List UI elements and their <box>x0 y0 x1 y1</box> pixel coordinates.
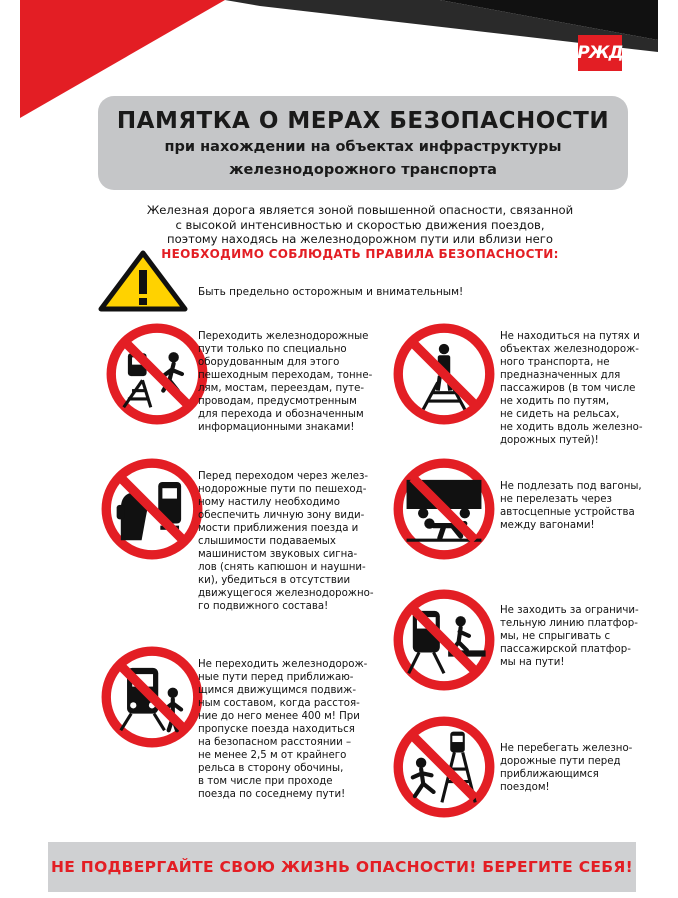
general-rule-text: Быть предельно осторожным и внимательным! <box>198 286 464 298</box>
rule-text: Переходить железнодорожные пути только по специально оборудованным для этого пешеходным переходам, тонне- лям, мостам, переездам, путе- проводам, предусмотренным для перехода и обозначенным информационными знаками! <box>198 331 373 433</box>
rule-text: Не подлезать под вагоны, не перелезать через автосцепные устройства между вагонами! <box>500 481 642 531</box>
title-banner <box>98 96 628 190</box>
rule-text: Не перебегать железно- дорожные пути перед приближающимся поездом! <box>500 743 633 793</box>
no-crossing-before-train-icon <box>100 645 204 749</box>
intro-line: поэтому находясь на железнодорожном пути или вблизи него <box>167 232 553 246</box>
page-title: ПАМЯТКА О МЕРАХ БЕЗОПАСНОСТИ <box>116 108 610 134</box>
no-headphones-hood-icon <box>100 457 204 561</box>
no-crawling-under-wagons-icon <box>392 457 496 561</box>
rule-text: Не переходить железнодорож- ные пути перед приближаю- щимся движущимся подвиж- ным составом, когда расстоя- ние до него менее 400 м! При пропуске поезда находиться на безопасном расстоянии – не менее 2,5 м от крайнего рельса в сторону обочины, в том числе при проходе поезда по соседнему пути! <box>198 659 368 800</box>
intro-line: с высокой интенсивностью и скоростью движения поездов, <box>175 217 545 232</box>
footer-banner: НЕ ПОДВЕРГАЙТЕ СВОЮ ЖИЗНЬ ОПАСНОСТИ! БЕРЕГИТЕ СЕБЯ! <box>48 842 636 892</box>
rule-text: Перед переходом через желез- нодорожные пути по пешеход- ному настилу необходимо обеспечить личную зону види- мости приближения поезда и слышимости подаваемых машинистом звуковых сигна- лов (снять капюшон и наушни- ки), убедиться в отсутствии движущегося железнодорожно- го подвижного состава! <box>198 471 374 612</box>
rzd-logo: РЖД <box>578 35 622 71</box>
subtitle-line-1: при нахождении на объектах инфраструктуры <box>164 139 562 155</box>
no-running-before-train-icon <box>392 715 496 819</box>
intro-emphasis: НЕОБХОДИМО СОБЛЮДАТЬ ПРАВИЛА БЕЗОПАСНОСТИ: <box>161 246 559 261</box>
no-crossing-outside-designated-places-icon <box>105 322 209 426</box>
safety-poster <box>20 0 658 898</box>
intro-line: Железная дорога является зоной повышенной опасности, связанной <box>146 203 574 217</box>
warning-triangle-icon <box>98 250 188 312</box>
no-being-on-tracks-icon <box>392 322 496 426</box>
rule-text: Не заходить за ограничи- тельную линию платфор- мы, не спрыгивать с пассажирской платфор- мы на пути! <box>500 605 639 668</box>
subtitle-line-2: железнодорожного транспорта <box>229 162 497 178</box>
no-jumping-off-platform-icon <box>392 588 496 692</box>
rule-text: Не находиться на путях и объектах железнодорож- ного транспорта, не предназначенных для пассажиров (в том числе не ходить по путям, не сидеть на рельсах, не ходить вдоль железно- дорожных путей)! <box>500 331 643 446</box>
intro-paragraph <box>120 203 600 261</box>
